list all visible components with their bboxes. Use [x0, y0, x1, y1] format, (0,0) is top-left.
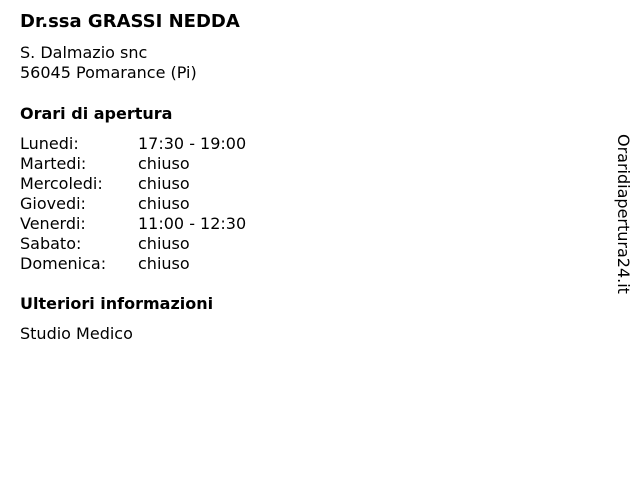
hours-row-sunday	[20, 254, 246, 274]
hours-heading: Orari di apertura	[20, 104, 173, 123]
hours-row-tuesday	[20, 154, 246, 174]
address-city: 56045 Pomarance (Pi)	[20, 63, 197, 82]
opening-hours-list	[20, 134, 246, 274]
address-street: S. Dalmazio snc	[20, 43, 148, 62]
hours-row-wednesday	[20, 174, 246, 194]
address-block	[20, 43, 197, 83]
hours-value: 17:30 - 19:00	[138, 134, 247, 153]
hours-value: chiuso	[138, 174, 190, 193]
hours-value: chiuso	[138, 254, 190, 273]
day-label: Lunedi:	[20, 134, 79, 153]
day-label: Martedi:	[20, 154, 87, 173]
hours-row-monday	[20, 134, 246, 154]
hours-row-friday	[20, 214, 246, 234]
day-label: Mercoledi:	[20, 174, 103, 193]
day-label: Giovedi:	[20, 194, 86, 213]
hours-row-saturday	[20, 234, 246, 254]
page-title: Dr.ssa GRASSI NEDDA	[20, 11, 240, 32]
info-heading: Ulteriori informazioni	[20, 294, 214, 313]
day-label: Sabato:	[20, 234, 82, 253]
info-text: Studio Medico	[20, 324, 133, 343]
site-watermark: Oraridiapertura24.it	[614, 134, 633, 294]
hours-value: chiuso	[138, 154, 190, 173]
hours-row-thursday	[20, 194, 246, 214]
hours-value: chiuso	[138, 234, 190, 253]
hours-value: 11:00 - 12:30	[138, 214, 247, 233]
day-label: Domenica:	[20, 254, 107, 273]
day-label: Venerdi:	[20, 214, 86, 233]
hours-value: chiuso	[138, 194, 190, 213]
